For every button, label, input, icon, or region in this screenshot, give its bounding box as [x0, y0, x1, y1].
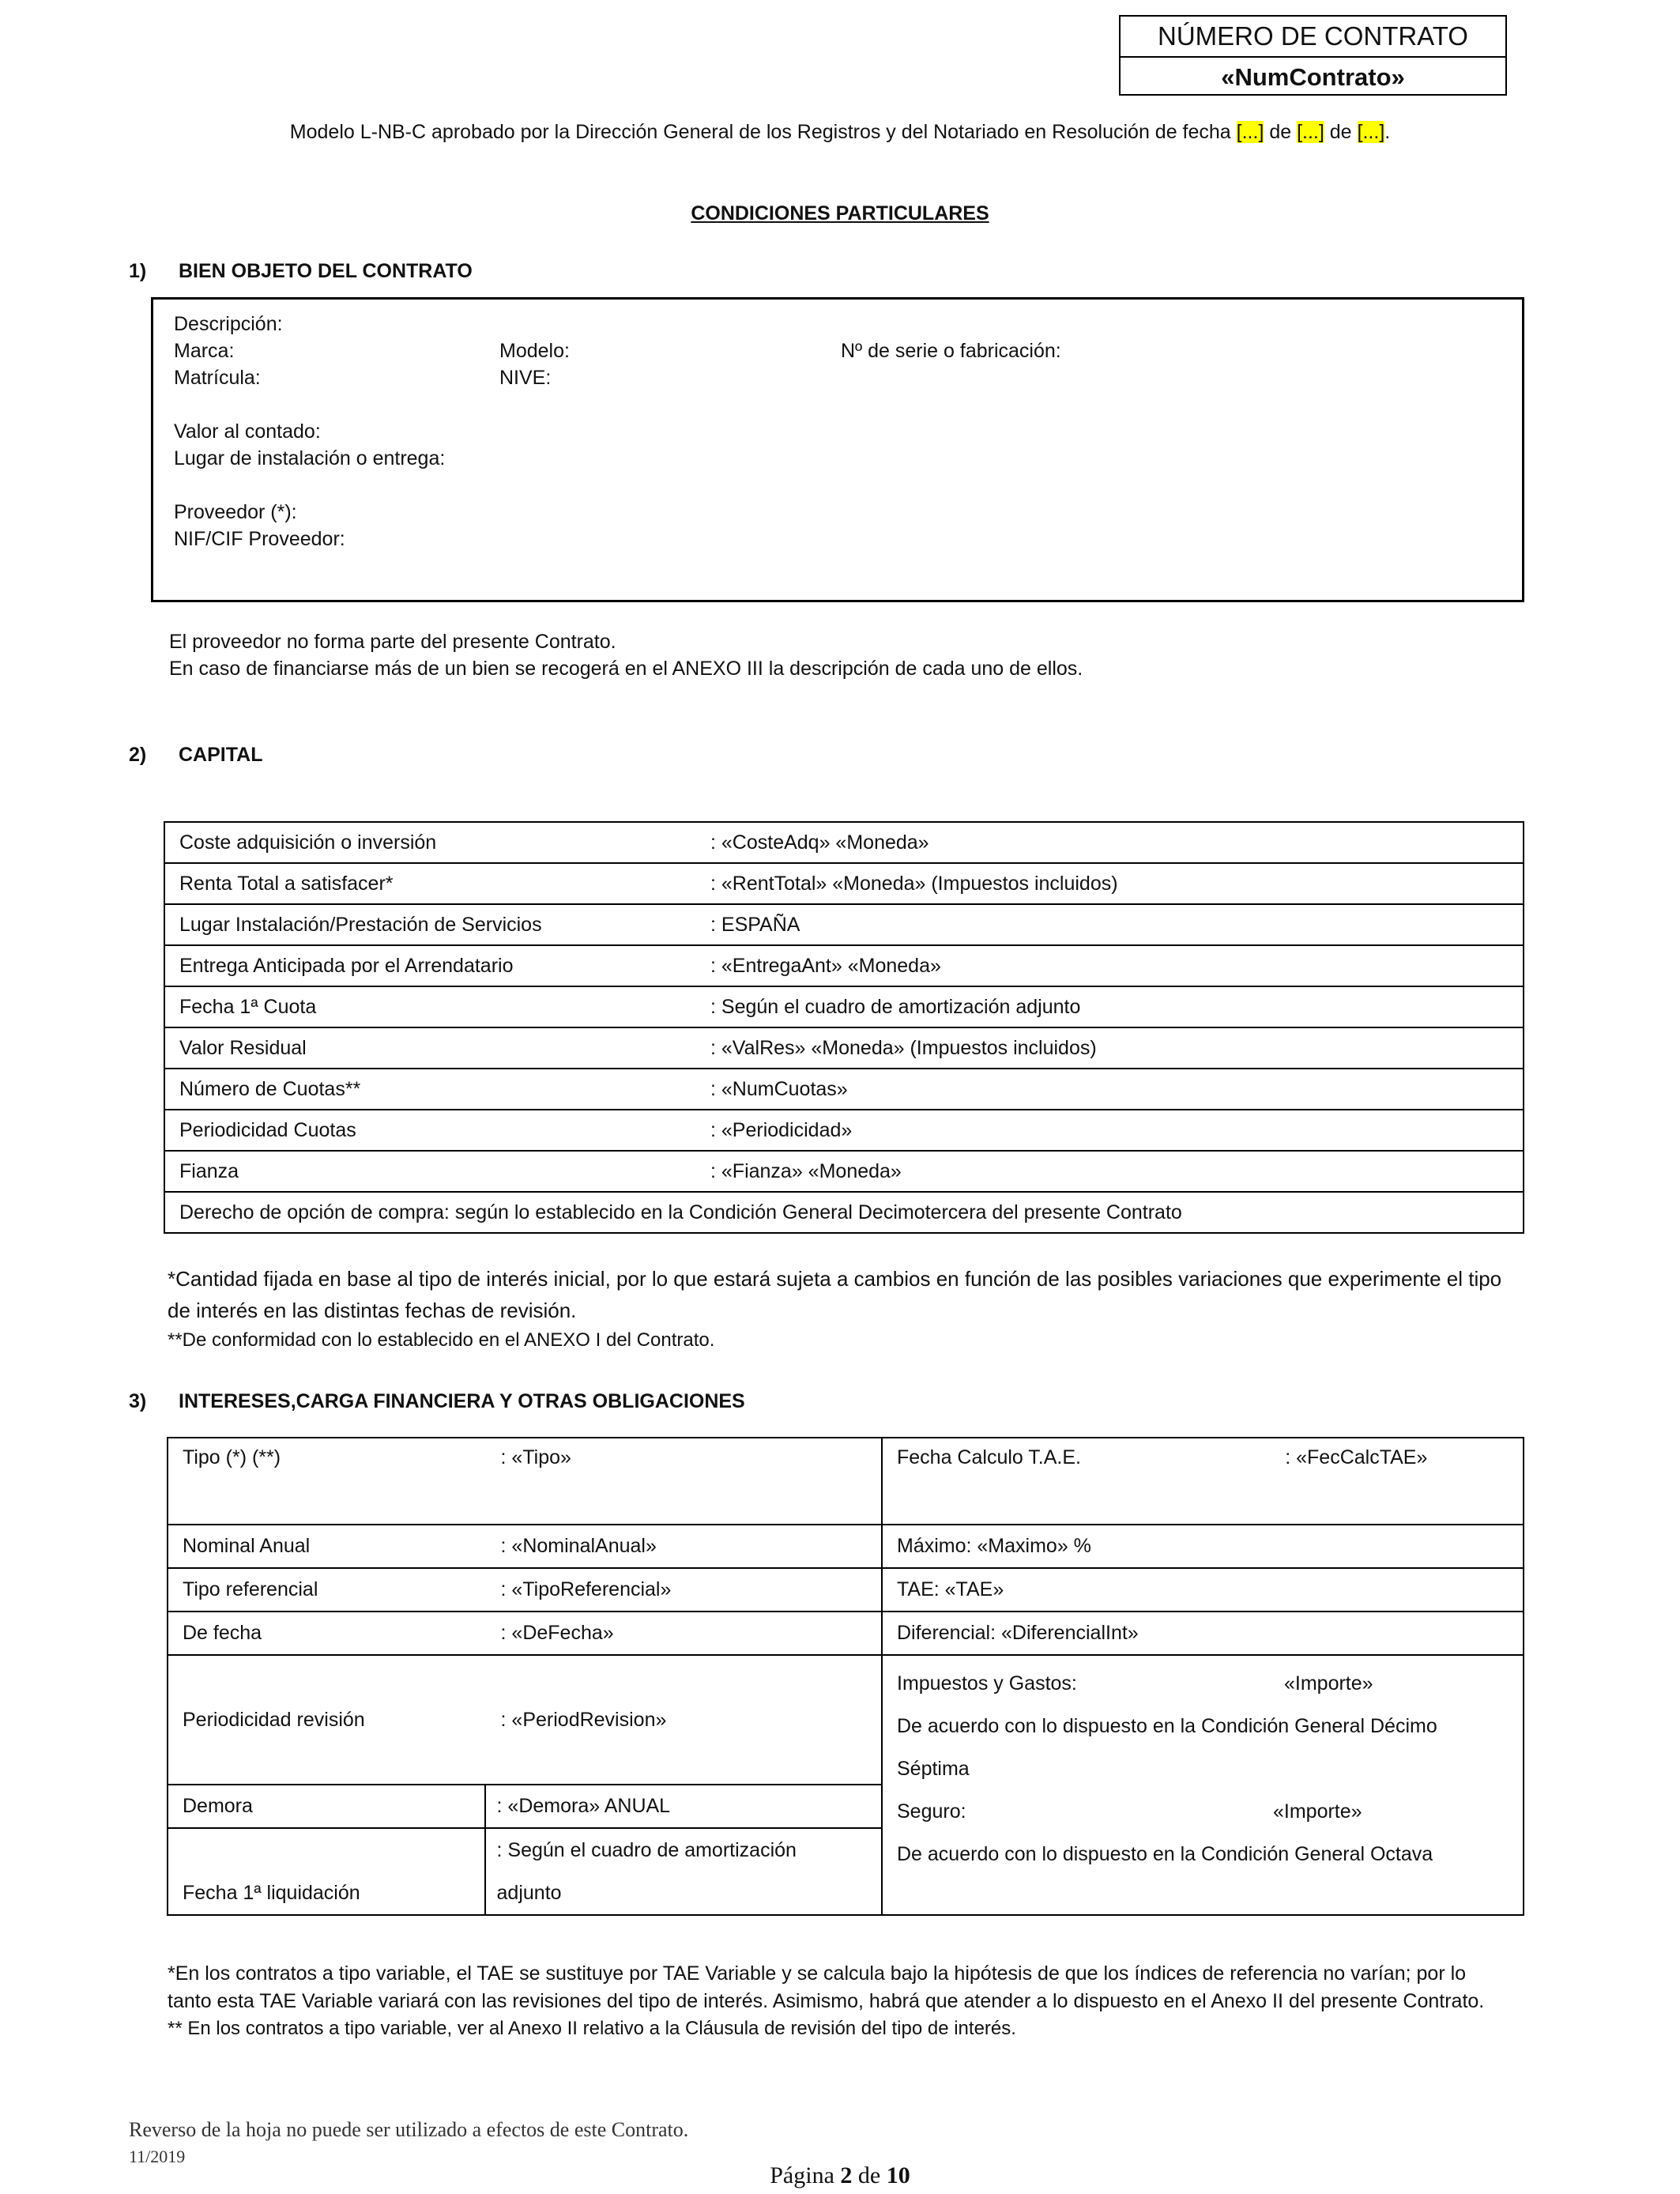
table-row	[164, 945, 1524, 986]
tipo-referencial-label: Tipo referencial	[168, 1568, 485, 1612]
liquidacion-value-line-2: adjunto	[496, 1882, 562, 1904]
page-number	[0, 2162, 1680, 2189]
table-row	[164, 904, 1524, 945]
seguro-value: «Importe»	[1273, 1800, 1362, 1823]
tae-cell: TAE: «TAE»	[882, 1568, 1524, 1612]
fecha-liquidacion-label: Fecha 1ª liquidación	[168, 1828, 485, 1915]
capital-value: : ESPAÑA	[710, 904, 1524, 945]
tipo-label: Tipo (*) (**)	[168, 1438, 485, 1525]
page-total: 10	[886, 2162, 910, 2188]
nominal-value: : «NominalAnual»	[485, 1525, 882, 1568]
capital-table	[164, 821, 1524, 1234]
capital-value: : «Periodicidad»	[710, 1110, 1524, 1151]
section-3-number: 3)	[129, 1390, 147, 1412]
table-row	[168, 1438, 1524, 1525]
capital-value: : «CosteAdq» «Moneda»	[710, 822, 1524, 863]
table-row	[164, 863, 1524, 904]
capital-note-2: **De conformidad con lo establecido en el ANEXO I del Contrato.	[168, 1329, 715, 1351]
capital-label: Valor Residual	[164, 1027, 710, 1069]
tipo-value: : «Tipo»	[485, 1438, 882, 1525]
model-de-2: de	[1324, 121, 1358, 143]
table-row	[168, 1655, 1524, 1785]
capital-value: : «RentTotal» «Moneda» (Impuestos incluidos)	[710, 863, 1524, 904]
table-row	[164, 986, 1524, 1027]
maximo-cell: Máximo: «Maximo» %	[882, 1525, 1524, 1568]
section-2-number: 2)	[129, 744, 147, 766]
seguro-text: De acuerdo con lo dispuesto en la Condición General Octava	[897, 1843, 1433, 1865]
impuestos-text-1: De acuerdo con lo dispuesto en la Condición General Décimo	[897, 1715, 1437, 1737]
capital-value: : «NumCuotas»	[710, 1069, 1524, 1110]
nive-label: NIVE:	[499, 367, 552, 389]
page-of: de	[857, 2162, 881, 2188]
capital-value: : «EntregaAnt» «Moneda»	[710, 945, 1524, 986]
table-row	[164, 1151, 1524, 1192]
footer-date: 11/2019	[129, 2147, 186, 2166]
table-row	[164, 1027, 1524, 1069]
capital-note-1: *Cantidad fijada en base al tipo de interés inicial, por lo que estará sujeta a cambios en función de las posibles variaciones que experimente el tipo	[168, 1267, 1502, 1291]
contract-number-value: «NumContrato»	[1221, 63, 1405, 91]
contract-number-title: NÚMERO DE CONTRATO	[1121, 17, 1505, 58]
table-row	[168, 1612, 1524, 1655]
interest-note-2: ** En los contratos a tipo variable, ver al Anexo II relativo a la Cláusula de revisión del tipo de interés.	[168, 2018, 1016, 2039]
modelo-label: Modelo:	[499, 340, 570, 362]
demora-value: : «Demora» ANUAL	[485, 1785, 882, 1828]
table-row	[168, 1525, 1524, 1568]
capital-label: Fecha 1ª Cuota	[164, 986, 710, 1027]
impuestos-text-2: Séptima	[897, 1758, 970, 1780]
section-2-title: CAPITAL	[179, 744, 263, 766]
interest-table	[167, 1437, 1524, 1916]
date-blank-month: [...]	[1297, 121, 1324, 143]
section-1-title: BIEN OBJETO DEL CONTRATO	[179, 260, 473, 282]
annex-note: En caso de financiarse más de un bien se recogerá en el ANEXO III la descripción de cada uno de ellos.	[169, 658, 1083, 680]
model-text: Modelo L-NB-C aprobado por la Dirección General de los Registros y del Notariado en Resolución de fecha	[289, 121, 1237, 143]
impuestos-label: Impuestos y Gastos:	[897, 1672, 1077, 1695]
model-de-1: de	[1264, 121, 1298, 143]
model-end: .	[1384, 121, 1391, 143]
serie-label: Nº de serie o fabricación:	[841, 340, 1061, 362]
capital-label: Número de Cuotas**	[164, 1069, 710, 1110]
model-approval-line	[0, 121, 1680, 144]
capital-value: : «Fianza» «Moneda»	[710, 1151, 1524, 1192]
capital-value: : Según el cuadro de amortización adjunto	[710, 986, 1524, 1027]
demora-label: Demora	[168, 1785, 485, 1828]
impuestos-value: «Importe»	[1284, 1672, 1373, 1695]
seguro-label: Seguro:	[897, 1800, 966, 1823]
impuestos-seguro-cell	[882, 1655, 1524, 1915]
fecha-liquidacion-value	[485, 1828, 882, 1915]
lugar-instalacion-label: Lugar de instalación o entrega:	[174, 447, 446, 469]
liquidacion-value-line-1: : Según el cuadro de amortización	[496, 1839, 797, 1861]
date-blank-year: [...]	[1357, 121, 1385, 143]
diferencial-cell: Diferencial: «DiferencialInt»	[882, 1612, 1524, 1655]
interest-note-1a: *En los contratos a tipo variable, el TAE se sustituye por TAE Variable y se calcula bajo la hipótesis de que los índices de referencia no varían; por lo	[168, 1962, 1467, 1985]
asset-box	[151, 297, 1524, 602]
descripcion-label: Descripción:	[174, 313, 283, 335]
interest-note-1b: tanto esta TAE Variable variará con las revisiones del tipo de interés. Asimismo, habrá que atender a lo dispuesto en el Anexo II del presente Contrato.	[168, 1990, 1485, 2012]
periodicidad-revision-label: Periodicidad revisión	[168, 1655, 485, 1785]
date-blank-day: [...]	[1236, 121, 1264, 143]
tipo-referencial-value: : «TipoReferencial»	[485, 1568, 882, 1612]
capital-label: Lugar Instalación/Prestación de Servicios	[164, 904, 710, 945]
purchase-option-row: Derecho de opción de compra: según lo establecido en la Condición General Decimotercera del presente Contrato	[164, 1192, 1524, 1233]
matricula-label: Matrícula:	[174, 367, 261, 389]
de-fecha-label: De fecha	[168, 1612, 485, 1655]
table-row	[164, 1069, 1524, 1110]
capital-label: Periodicidad Cuotas	[164, 1110, 710, 1151]
nominal-label: Nominal Anual	[168, 1525, 485, 1568]
de-fecha-value: : «DeFecha»	[485, 1612, 882, 1655]
section-1-number: 1)	[129, 260, 147, 282]
capital-value: : «ValRes» «Moneda» (Impuestos incluidos)	[710, 1027, 1524, 1069]
fecha-tae-value: : «FecCalcTAE»	[1285, 1438, 1524, 1525]
table-row	[164, 822, 1524, 863]
marca-label: Marca:	[174, 340, 235, 362]
section-3-title: INTERESES,CARGA FINANCIERA Y OTRAS OBLIGACIONES	[179, 1390, 745, 1412]
valor-contado-label: Valor al contado:	[174, 420, 321, 443]
table-row	[164, 1192, 1524, 1233]
provider-note: El proveedor no forma parte del presente Contrato.	[169, 631, 616, 653]
capital-note-1b: de interés en las distintas fechas de revisión.	[168, 1299, 577, 1322]
conditions-title: CONDICIONES PARTICULARES	[691, 202, 989, 224]
periodicidad-revision-value: : «PeriodRevision»	[485, 1655, 882, 1785]
footer-reverse-note: Reverso de la hoja no puede ser utilizado a efectos de este Contrato.	[129, 2118, 689, 2141]
table-row	[168, 1568, 1524, 1612]
proveedor-label: Proveedor (*):	[174, 501, 297, 523]
capital-label: Fianza	[164, 1151, 710, 1192]
contract-number-box	[1119, 15, 1507, 96]
capital-label: Coste adquisición o inversión	[164, 822, 710, 863]
table-row	[164, 1110, 1524, 1151]
page-current: 2	[840, 2162, 853, 2188]
page-word: Página	[770, 2162, 834, 2188]
capital-label: Renta Total a satisfacer*	[164, 863, 710, 904]
fecha-tae-label: Fecha Calculo T.A.E.	[882, 1438, 1285, 1525]
nif-proveedor-label: NIF/CIF Proveedor:	[174, 528, 345, 550]
capital-label: Entrega Anticipada por el Arrendatario	[164, 945, 710, 986]
